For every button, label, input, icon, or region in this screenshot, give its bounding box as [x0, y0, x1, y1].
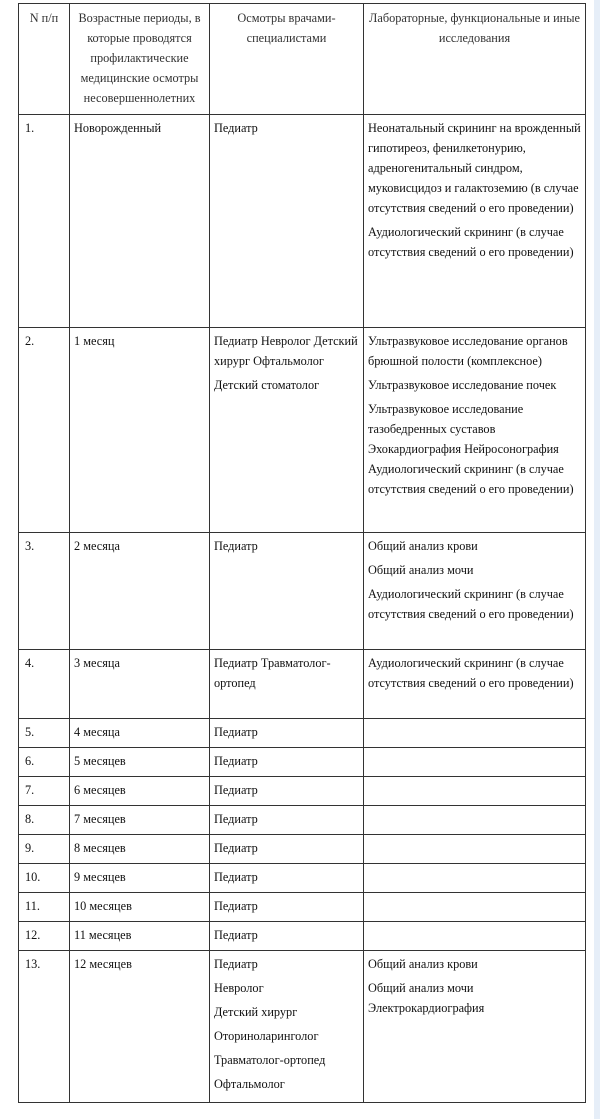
row-doctors-text: Педиатр Травматолог-ортопед [214, 656, 331, 690]
row-number-text: 11. [25, 899, 40, 913]
row-number [19, 806, 70, 835]
row-age-period-text: 2 месяца [74, 539, 120, 553]
row-age-period [70, 864, 210, 893]
row-doctors-text: Педиатр [214, 841, 258, 855]
row-doctors-text: Травматолог-ортопед [214, 1053, 326, 1067]
row-tests-text: Ультразвуковое исследование тазобедренных суставов Эхокардиография Нейросонография Аудиологический скрининг (в случае отсутствия сведений о его проведении) [368, 402, 574, 496]
row-number [19, 650, 70, 719]
header-doctor-exams: Осмотры врачами-специалистами [210, 4, 364, 115]
row-age-period [70, 777, 210, 806]
row-tests-text: Общий анализ мочи Электрокардиография [368, 981, 485, 1015]
row-tests [364, 533, 586, 650]
row-doctors [210, 533, 364, 650]
row-number-text: 7. [25, 783, 35, 797]
table-row [19, 864, 586, 893]
row-number-text: 9. [25, 841, 35, 855]
row-tests-text: Аудиологический скрининг (в случае отсутствия сведений о его проведении) [368, 656, 574, 690]
row-number-text: 13. [25, 957, 41, 971]
row-doctors-text: Офтальмолог [214, 1077, 285, 1091]
row-number-text: 4. [25, 656, 35, 670]
row-doctors [210, 922, 364, 951]
row-age-period-text: 7 месяцев [74, 812, 126, 826]
row-doctors-text: Невролог [214, 981, 264, 995]
row-doctors [210, 650, 364, 719]
header-age-periods: Возрастные периоды, в которые проводятся профилактические медицинские осмотры несовершеннолетних [70, 4, 210, 115]
row-number-text: 5. [25, 725, 35, 739]
row-number [19, 719, 70, 748]
row-doctors [210, 835, 364, 864]
row-number [19, 533, 70, 650]
row-age-period [70, 951, 210, 1103]
page-edge-strip [594, 0, 600, 1119]
row-age-period-text: 8 месяцев [74, 841, 126, 855]
row-age-period [70, 922, 210, 951]
row-number [19, 835, 70, 864]
row-tests [364, 835, 586, 864]
row-age-period-text: 5 месяцев [74, 754, 126, 768]
row-number-text: 8. [25, 812, 35, 826]
row-doctors [210, 893, 364, 922]
row-age-period [70, 115, 210, 328]
row-doctors-text: Педиатр [214, 928, 258, 942]
row-doctors-text: Педиатр [214, 812, 258, 826]
row-age-period [70, 328, 210, 533]
row-age-period [70, 748, 210, 777]
row-tests [364, 777, 586, 806]
row-age-period-text: 1 месяц [74, 334, 115, 348]
row-tests-text: Общий анализ крови [368, 957, 478, 971]
table-row [19, 806, 586, 835]
row-doctors [210, 115, 364, 328]
row-number [19, 777, 70, 806]
row-age-period [70, 806, 210, 835]
row-number-text: 2. [25, 334, 35, 348]
row-number-text: 12. [25, 928, 41, 942]
table-row [19, 748, 586, 777]
row-tests [364, 650, 586, 719]
row-age-period [70, 893, 210, 922]
row-doctors-text: Детский стоматолог [214, 378, 320, 392]
table-row [19, 922, 586, 951]
row-number-text: 3. [25, 539, 35, 553]
row-doctors-text: Педиатр [214, 539, 258, 553]
row-age-period-text: 12 месяцев [74, 957, 132, 971]
row-doctors-text: Оториноларинголог [214, 1029, 319, 1043]
row-doctors-text: Педиатр [214, 121, 258, 135]
row-doctors-text: Детский хирург [214, 1005, 298, 1019]
row-number-text: 10. [25, 870, 41, 884]
table-row [19, 719, 586, 748]
row-age-period [70, 719, 210, 748]
row-doctors-text: Педиатр [214, 870, 258, 884]
row-doctors-text: Педиатр [214, 957, 258, 971]
row-age-period [70, 650, 210, 719]
row-tests-text: Ультразвуковое исследование органов брюшной полости (комплексное) [368, 334, 568, 368]
row-doctors [210, 748, 364, 777]
row-age-period-text: 4 месяца [74, 725, 120, 739]
row-age-period [70, 533, 210, 650]
row-tests-text: Ультразвуковое исследование почек [368, 378, 557, 392]
row-doctors-text: Педиатр [214, 899, 258, 913]
row-number-text: 1. [25, 121, 35, 135]
row-doctors-text: Педиатр [214, 754, 258, 768]
table-row [19, 835, 586, 864]
table-header-row [19, 4, 586, 115]
row-tests [364, 328, 586, 533]
row-age-period-text: 10 месяцев [74, 899, 132, 913]
row-tests [364, 893, 586, 922]
row-doctors [210, 806, 364, 835]
row-tests-text: Аудиологический скрининг (в случае отсутствия сведений о его проведении) [368, 587, 574, 621]
table-row [19, 893, 586, 922]
header-tests: Лабораторные, функциональные и иные исследования [364, 4, 586, 115]
row-tests [364, 806, 586, 835]
table-row [19, 951, 586, 1103]
row-doctors-text: Педиатр Невролог Детский хирург Офтальмолог [214, 334, 358, 368]
exam-schedule-table [18, 3, 586, 1103]
row-tests [364, 864, 586, 893]
row-doctors [210, 864, 364, 893]
table-row [19, 650, 586, 719]
table-row [19, 777, 586, 806]
row-doctors-text: Педиатр [214, 783, 258, 797]
row-tests-text: Неонатальный скрининг на врожденный гипотиреоз, фенилкетонурию, адреногенитальный синдром, муковисцидоз и галактоземию (в случае отсутствия сведений о его проведении) [368, 121, 581, 215]
row-number [19, 951, 70, 1103]
row-doctors [210, 719, 364, 748]
row-age-period-text: 6 месяцев [74, 783, 126, 797]
table-row [19, 328, 586, 533]
row-tests [364, 922, 586, 951]
table-row [19, 533, 586, 650]
row-age-period-text: 11 месяцев [74, 928, 132, 942]
row-number [19, 893, 70, 922]
row-number [19, 328, 70, 533]
row-tests-text: Аудиологический скрининг (в случае отсутствия сведений о его проведении) [368, 225, 574, 259]
row-tests-text: Общий анализ мочи [368, 563, 474, 577]
row-age-period [70, 835, 210, 864]
row-tests [364, 951, 586, 1103]
row-tests [364, 719, 586, 748]
row-doctors [210, 777, 364, 806]
row-tests-text: Общий анализ крови [368, 539, 478, 553]
row-age-period-text: 3 месяца [74, 656, 120, 670]
row-number [19, 922, 70, 951]
row-tests [364, 115, 586, 328]
row-doctors [210, 328, 364, 533]
row-number [19, 864, 70, 893]
row-tests [364, 748, 586, 777]
row-doctors [210, 951, 364, 1103]
row-doctors-text: Педиатр [214, 725, 258, 739]
row-number-text: 6. [25, 754, 35, 768]
header-number: N п/п [19, 4, 70, 115]
table-row [19, 115, 586, 328]
row-number [19, 748, 70, 777]
row-number [19, 115, 70, 328]
row-age-period-text: Новорожденный [74, 121, 162, 135]
row-age-period-text: 9 месяцев [74, 870, 126, 884]
